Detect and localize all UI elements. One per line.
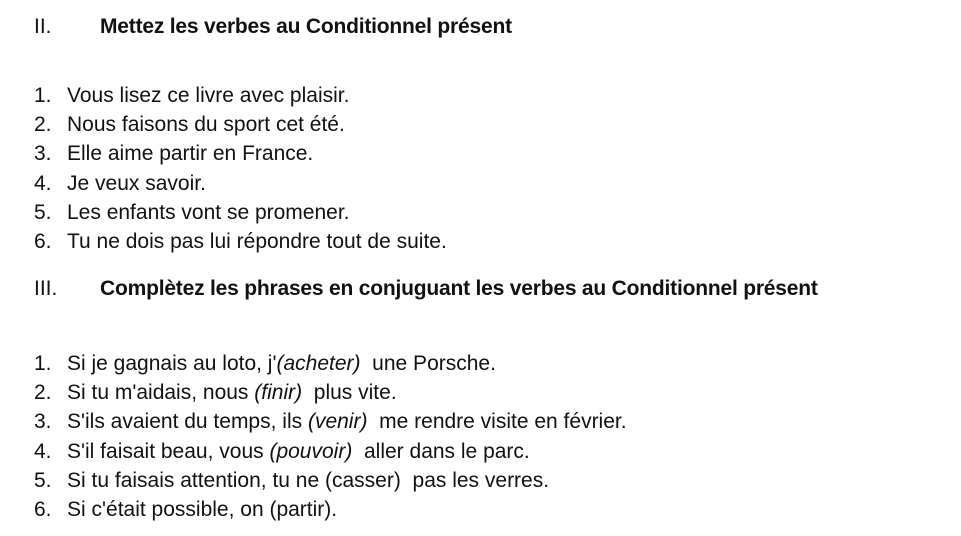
sentence-end: une Porsche. [360, 352, 496, 375]
section-iii [34, 274, 953, 524]
list-item [34, 139, 953, 168]
item-number: 2. [34, 381, 52, 405]
item-sentence [67, 466, 549, 495]
list-item [34, 407, 953, 436]
sentence-start: Si je gagnais au loto, j' [67, 352, 277, 375]
section-iii-heading [34, 274, 953, 304]
verb-infinitive: (venir) [307, 410, 368, 434]
section-iii-title: Complètez les phrases en conjuguant les verbes au Conditionnel présent [100, 277, 818, 300]
sentence-start: Si tu m'aidais, nous [67, 381, 255, 405]
verb-infinitive: (partir) [269, 497, 332, 521]
sentence-end: plus vite. [302, 381, 397, 405]
item-sentence [67, 349, 496, 378]
list-item [34, 437, 953, 466]
section-ii-heading [34, 12, 953, 42]
item-number: 1. [34, 352, 52, 375]
item-sentence: Elle aime partir en France. [67, 142, 314, 166]
sentence-end: me rendre visite en février. [367, 410, 627, 434]
verb-infinitive: (finir) [254, 381, 303, 405]
item-number: 5. [34, 200, 52, 224]
item-sentence: Nous faisons du sport cet été. [67, 113, 345, 137]
item-number: 4. [34, 171, 52, 195]
item-number: 4. [34, 439, 52, 463]
sentence-end: aller dans le parc. [352, 439, 530, 463]
sentence-start: Si c'était possible, on [67, 497, 270, 521]
section-iii-number: III. [34, 277, 58, 300]
item-number: 3. [34, 410, 52, 434]
section-ii [34, 12, 953, 256]
section-ii-number: II. [34, 15, 52, 38]
item-number: 2. [34, 113, 52, 137]
verb-infinitive: (casser) [325, 468, 401, 492]
sentence-end: pas les verres. [400, 468, 550, 492]
verb-infinitive: (acheter) [276, 352, 361, 375]
item-sentence [67, 495, 337, 524]
list-item [34, 169, 953, 198]
sentence-end: . [331, 497, 338, 521]
list-item [34, 495, 953, 524]
item-number: 5. [34, 468, 52, 492]
list-item [34, 198, 953, 227]
sentence-start: S'il faisait beau, vous [67, 439, 270, 463]
sentence-start: S'ils avaient du temps, ils [67, 410, 308, 434]
section-ii-list [34, 81, 953, 256]
list-item [34, 81, 953, 110]
list-item [34, 349, 953, 378]
list-item [34, 378, 953, 407]
section-iii-list [34, 349, 953, 524]
item-sentence: Je veux savoir. [67, 171, 206, 195]
item-number: 1. [34, 84, 52, 107]
item-sentence [67, 378, 397, 407]
list-item [34, 110, 953, 139]
item-sentence [67, 407, 627, 436]
section-ii-title: Mettez les verbes au Conditionnel présent [100, 15, 512, 38]
item-sentence: Vous lisez ce livre avec plaisir. [67, 84, 350, 107]
item-sentence: Les enfants vont se promener. [67, 200, 350, 224]
sentence-start: Si tu faisais attention, tu ne [67, 468, 325, 492]
item-sentence [67, 437, 530, 466]
item-number: 6. [34, 229, 52, 253]
verb-infinitive: (pouvoir) [269, 439, 353, 463]
list-item [34, 466, 953, 495]
list-item [34, 227, 953, 256]
item-number: 6. [34, 497, 52, 521]
item-number: 3. [34, 142, 52, 166]
item-sentence: Tu ne dois pas lui répondre tout de suite. [67, 229, 447, 253]
